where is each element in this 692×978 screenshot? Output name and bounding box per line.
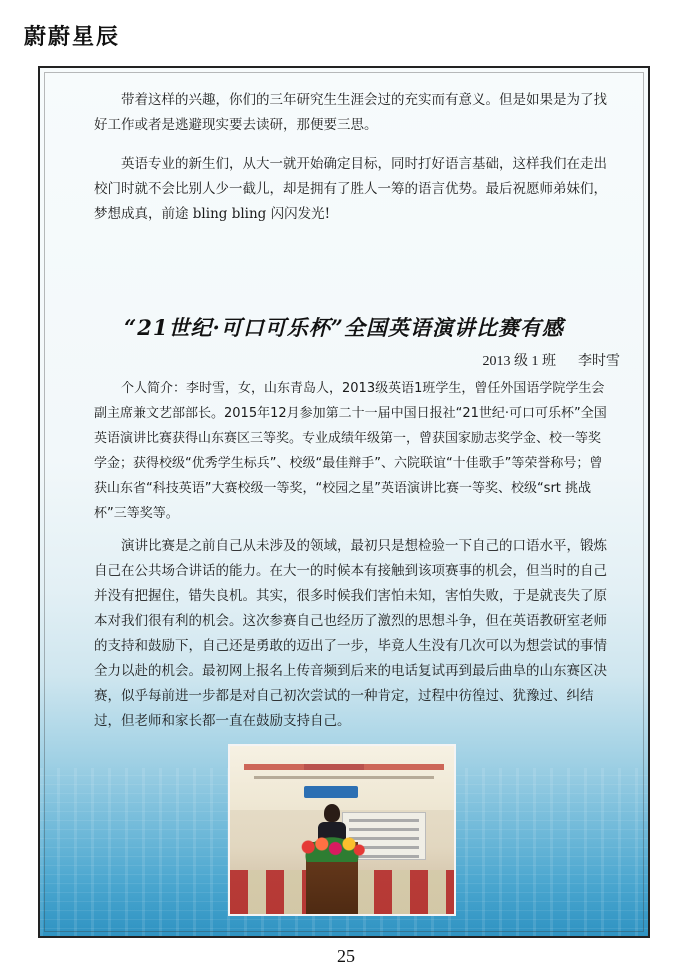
magazine-title: 蔚蔚星辰 (24, 24, 121, 50)
byline (483, 350, 621, 370)
intro-paragraph-2: 英语专业的新生们，从大一就开始确定目标，同时打好语言基础，这样我们在走出校门时就不会比别人少一截儿，却是拥有了胜人一筹的语言优势。最后祝愿师弟妹们，梦想成真，前途 bling bling 闪闪发光! (94, 156, 607, 222)
author-class: 2013 级 1 班 (482, 354, 556, 369)
speech-contest-photo (228, 744, 456, 916)
article-body: 演讲比赛是之前自己从未涉及的领域，最初只是想检验一下自己的口语水平，锻炼自己在公共场合讲话的能力。在大一的时候本有接触到该项赛事的机会，但当时的自己并没有把握住，错失良机。其实，很多时候我们害怕未知，害怕失败，于是就丧失了原本对我们很有利的机会。这次参赛自己也经历了激烈的思想斗争，但在英语教研室老师的支持和鼓励下，自己还是勇敢的迈出了一步，毕竟人生没有几次可以为想尝试的事情全力以赴的机会。最初网上报名上传音频到后来的电话复试再到最后曲阜的山东赛区决赛，似乎每前进一步都是对自己初次尝试的一种肯定，过程中彷徨过、犹豫过、纠结过，但老师和家长都一直在鼓励支持自己。 (94, 538, 607, 729)
page-content (40, 68, 648, 936)
author-bio: 个人简介：李时雪，女，山东青岛人，2013级英语1班学生，曾任外国语学院学生会副主席兼文艺部部长。2015年12月参加第二十一届中国日报社“21世纪·可口可乐杯”全国英语演讲比赛获得山东赛区三等奖。专业成绩年级第一，曾获国家励志奖学金、校一等奖学金；获得校级“优秀学生标兵”、校级“最佳辩手”、六院联谊“十佳歌手”等荣誉称号；曾获山东省“科技英语”大赛校级一等奖，“校园之星”英语演讲比赛一等奖、校级“srt 挑战杯”三等奖等。 (94, 381, 607, 521)
article-title: “21世纪·可口可乐杯”全国英语演讲比赛有感 (124, 315, 564, 340)
author-name: 李时雪 (578, 354, 620, 369)
page-number: 25 (337, 946, 355, 966)
banner-subline (254, 776, 434, 779)
banner-logo (304, 786, 358, 798)
flower-arrangement (298, 832, 366, 862)
banner-headline (244, 764, 444, 770)
page-frame (38, 66, 650, 938)
speaker-head (324, 804, 340, 822)
intro-paragraph-1: 带着这样的兴趣，你们的三年研究生生涯会过的充实而有意义。但是如果是为了找好工作或者是逃避现实要去读研，那便要三思。 (94, 92, 607, 133)
